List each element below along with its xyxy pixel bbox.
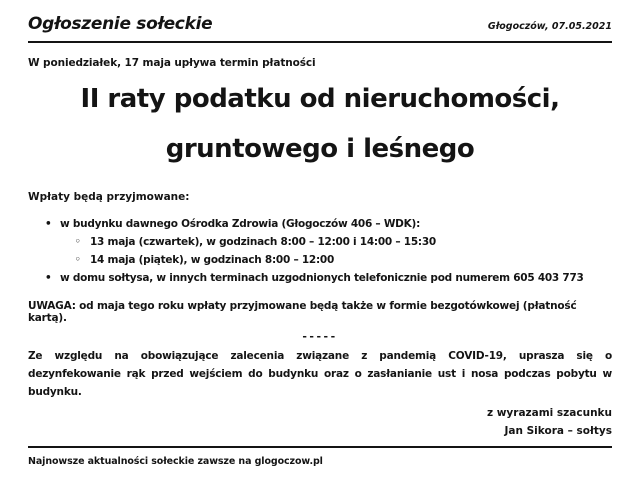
signature-closing: z wyrazami szacunku	[486, 407, 612, 419]
document-header	[28, 14, 612, 43]
list-item	[28, 269, 612, 287]
signature-name: Jan Sikora – sołtys	[504, 425, 612, 437]
covid-guidelines-paragraph: Ze względu na obowiązujące zalecenia związane z pandemią COVID-19, uprasza się o dezynfekowanie rąk przed wejściem do budynku oraz o zasłanianie ust i nosa podczas pobytu w budynku.	[28, 350, 612, 398]
list-item	[28, 215, 612, 233]
bullet-icon: •	[45, 272, 52, 284]
cashless-payment-notice: UWAGA: od maja tego roku wpłaty przyjmowane będą także w formie bezgotówkowej (płatność kartą).	[28, 300, 577, 324]
list-subitem-text: 13 maja (czwartek), w godzinach 8:00 – 12:00 i 14:00 – 15:30	[90, 236, 436, 248]
headline-line-1: II raty podatku od nieruchomości,	[80, 84, 560, 114]
deadline-intro-line: W poniedziałek, 17 maja upływa termin płatności	[28, 57, 316, 69]
sub-bullet-icon: ◦	[75, 255, 81, 265]
list-item-text: w domu sołtysa, w innych terminach uzgodnionych telefonicznie pod numerem 605 403 773	[60, 272, 584, 284]
main-headline	[28, 74, 612, 174]
headline-line-2: gruntowego i leśnego	[165, 134, 475, 164]
list-subitem-text: 14 maja (piątek), w godzinach 8:00 – 12:00	[90, 254, 335, 266]
footer-note: Najnowsze aktualności sołeckie zawsze na glogoczow.pl	[28, 456, 323, 467]
dashes-separator: -----	[302, 330, 338, 343]
document-title: Ogłoszenie sołeckie	[28, 14, 213, 34]
sub-bullet-icon: ◦	[75, 237, 81, 247]
payments-lead: Wpłaty będą przyjmowane:	[28, 191, 190, 203]
place-and-date: Głogoczów, 07.05.2021	[487, 21, 612, 32]
list-item-text: w budynku dawnego Ośrodka Zdrowia (Głogoczów 406 – WDK):	[60, 218, 421, 230]
signature-block	[28, 404, 612, 440]
payments-list	[28, 215, 612, 287]
bullet-icon: •	[45, 218, 52, 230]
list-subitem	[28, 233, 612, 251]
footer-divider	[28, 446, 612, 448]
list-subitem	[28, 251, 612, 269]
